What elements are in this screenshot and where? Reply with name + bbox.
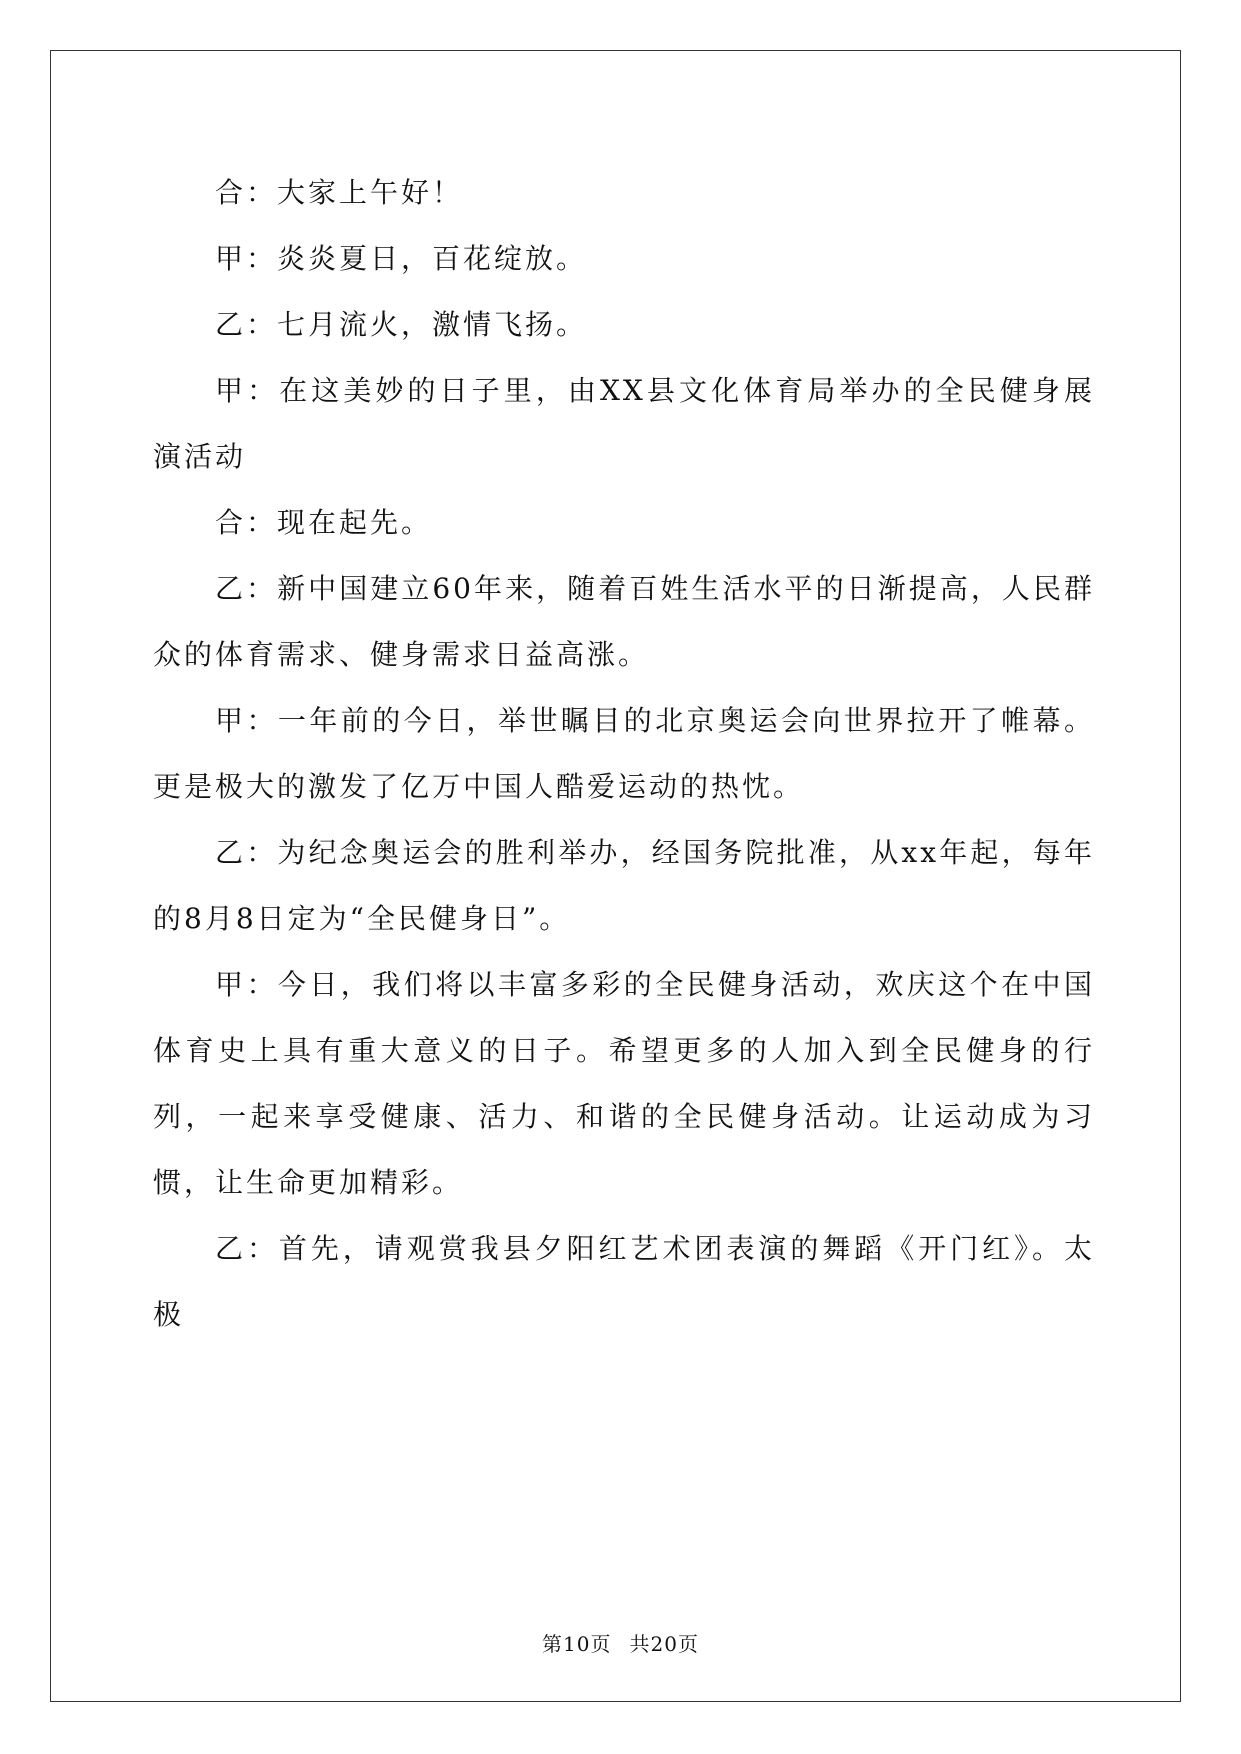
paragraph-5: 合：现在起先。 xyxy=(215,506,433,539)
page-number-current: 第10页 xyxy=(542,1632,612,1656)
paragraph-8: 乙：为纪念奥运会的胜利举办，经国务院批准，从xx年起，每年的8月8日定为“全民健身日”。 xyxy=(153,836,1095,935)
paragraph-4: 甲：在这美妙的日子里，由XX县文化体育局举办的全民健身展演活动 xyxy=(153,374,1095,473)
page-footer xyxy=(0,1628,1241,1657)
page-number-total: 共20页 xyxy=(629,1632,699,1656)
paragraph-9: 甲：今日，我们将以丰富多彩的全民健身活动，欢庆这个在中国体育史上具有重大意义的日子。希望更多的人加入到全民健身的行列，一起来享受健康、活力、和谐的全民健身活动。让运动成为习惯，让生命更加精彩。 xyxy=(153,968,1095,1199)
paragraph-1: 合：大家上午好！ xyxy=(215,176,464,209)
paragraph-6: 乙：新中国建立60年来，随着百姓生活水平的日渐提高，人民群众的体育需求、健身需求日益高涨。 xyxy=(153,572,1095,671)
paragraph-10: 乙：首先，请观赏我县夕阳红艺术团表演的舞蹈《开门红》。太极 xyxy=(153,1232,1095,1331)
paragraph-7: 甲：一年前的今日，举世瞩目的北京奥运会向世界拉开了帷幕。更是极大的激发了亿万中国人酷爱运动的热忱。 xyxy=(153,704,1095,803)
document-body xyxy=(153,160,1095,1348)
paragraph-2: 甲：炎炎夏日，百花绽放。 xyxy=(215,242,588,275)
paragraph-3: 乙：七月流火，激情飞扬。 xyxy=(215,308,588,341)
